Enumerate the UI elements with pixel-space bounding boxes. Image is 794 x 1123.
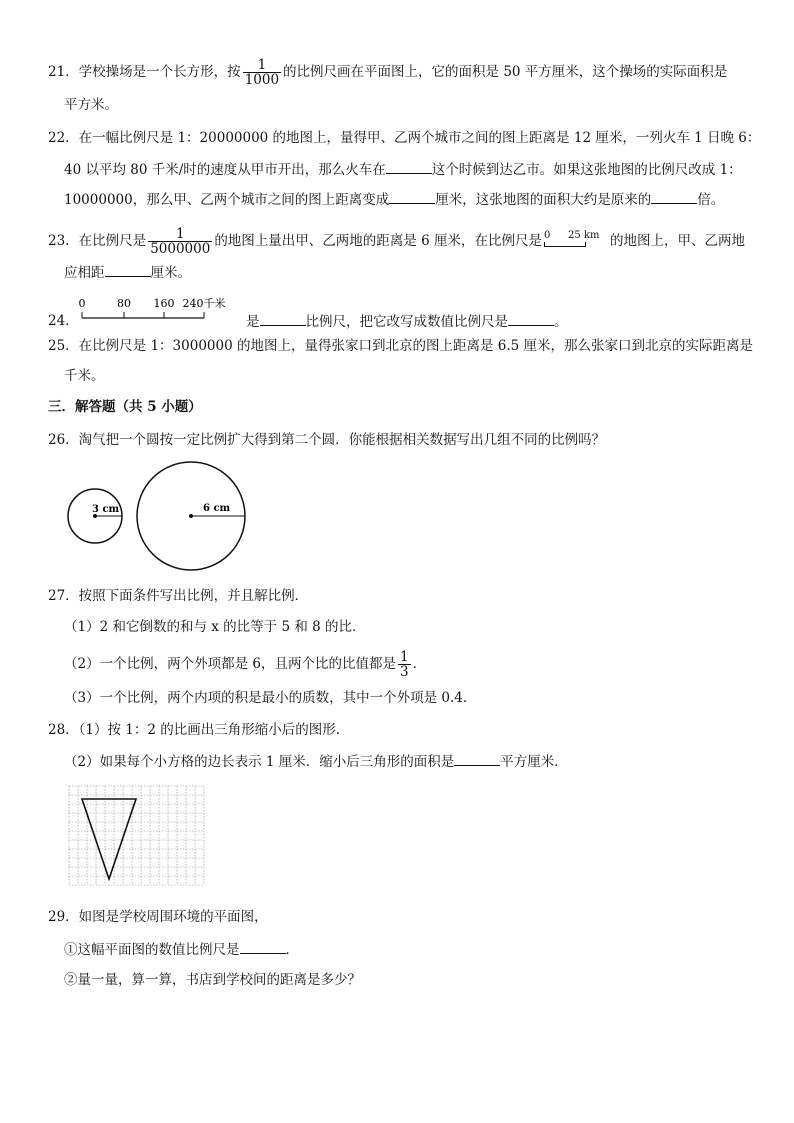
q23-scale-right: 25 km — [567, 229, 600, 241]
q24-blank-type[interactable] — [260, 311, 306, 326]
q25-line2: 千米。 — [64, 368, 105, 384]
q23-text-b: 厘米。 — [150, 265, 191, 281]
q24-tick-160: 160 — [153, 297, 175, 310]
q24-tick-0: 0 — [78, 297, 86, 310]
q23-blank[interactable] — [105, 262, 151, 277]
q23-text-pre: 23．在比例尺是 — [48, 233, 147, 249]
q21-frac-den: 1000 — [244, 72, 280, 88]
q29-part1-end: ． — [285, 942, 299, 958]
q23-scale-bar — [542, 229, 610, 252]
q23-scale-left: 0 — [543, 229, 551, 241]
q22-line2 — [64, 159, 742, 180]
q21-line1 — [48, 58, 727, 87]
q23-fraction — [148, 227, 212, 256]
q23-frac-den: 5000000 — [150, 241, 211, 257]
q24-tick-240: 240千米 — [182, 297, 226, 310]
q22-text-e: 倍。 — [697, 192, 725, 208]
q29-part2: ②量一量，算一算，书店到学校间的距离是多少？ — [64, 972, 361, 988]
q26-text: 26．淘气把一个圆按一定比例扩大得到第二个圆．你能根据相关数据写出几组不同的比例吗？ — [48, 432, 606, 448]
q28-grid-figure — [68, 785, 204, 891]
q27-text: 27．按照下面条件写出比例，并且解比例． — [48, 588, 309, 604]
q29-part1-text: ①这幅平面图的数值比例尺是 — [64, 942, 240, 958]
q24-tick-80: 80 — [117, 297, 131, 310]
q22-text-b: 这个时候到达乙市。如果这张地图的比例尺改成 1： — [431, 162, 742, 178]
q29-blank-scale[interactable] — [240, 939, 286, 954]
q23-line2 — [64, 262, 191, 283]
q21-text-post: 的比例尺画在平面图上，它的面积是 50 平方厘米，这个操场的实际面积是 — [283, 64, 728, 80]
q27-frac-den: 3 — [399, 664, 409, 680]
q22-text-a: 40 以平均 80 千米/时的速度从甲市开出，那么火车在 — [64, 162, 386, 178]
q24-scale-bar — [76, 296, 236, 326]
q23-text-post: 的地图上，甲、乙两地 — [609, 233, 745, 249]
q21-line2: 平方米。 — [64, 97, 118, 113]
q22-text-d: 厘米，这张地图的面积大约是原来的 — [435, 192, 652, 208]
q22-text-c: 10000000，那么甲、乙两个城市之间的图上距离变成 — [64, 192, 390, 208]
q29-text: 29．如图是学校周围环境的平面图， — [48, 909, 268, 925]
q28-part2 — [64, 751, 568, 772]
q27-part2-text: （2）一个比例，两个外项都是 6，且两个比的比值都是 — [64, 656, 396, 672]
q26-small-label: 3 cm — [92, 504, 120, 515]
q28-text: 28．（1）按 1：2 的比画出三角形缩小后的图形． — [48, 722, 350, 738]
q22-blank-distance[interactable] — [389, 189, 435, 204]
q21-number: 21． — [48, 64, 79, 80]
q21-fraction — [243, 58, 281, 87]
q28-part2-text: （2）如果每个小方格的边长表示 1 厘米．缩小后三角形的面积是 — [64, 754, 455, 770]
q28-grid-lines — [69, 786, 204, 885]
q27-part2 — [64, 650, 426, 679]
q22-blank-times[interactable] — [651, 189, 697, 204]
q22-line1: 22．在一幅比例尺是 1：20000000 的地图上，量得甲、乙两个城市之间的图上距离是 12 厘米，一列火车 1 日晚 6： — [48, 130, 761, 146]
q24-blank-ratio[interactable] — [508, 311, 554, 326]
q23-text-mid: 的地图上量出甲、乙两地的距离是 6 厘米，在比例尺是 — [214, 233, 542, 249]
q22-line3 — [64, 189, 724, 210]
q26-large-label: 6 cm — [203, 503, 231, 514]
q27-part3: （3）一个比例，两个内项的积是最小的质数，其中一个外项是 0.4． — [64, 690, 477, 706]
q23-line1 — [48, 227, 745, 256]
q23-scale-line — [544, 242, 586, 247]
q28-blank-area[interactable] — [454, 751, 500, 766]
q24-text — [246, 311, 568, 332]
q22-blank-time[interactable] — [386, 159, 432, 174]
q24-text-c: 。 — [554, 314, 568, 330]
q24-text-b: 比例尺，把它改写成数值比例尺是 — [305, 314, 508, 330]
q26-circles-figure — [60, 460, 260, 575]
q27-fraction — [398, 650, 411, 679]
q24-text-a: 是 — [246, 314, 260, 330]
q28-part2-end: 平方厘米． — [500, 754, 568, 770]
q21-text-pre: 学校操场是一个长方形，按 — [78, 64, 241, 80]
q24-number: 24． — [48, 313, 79, 329]
q27-part1: （1）2 和它倒数的和与 x 的比等于 5 和 8 的比． — [64, 619, 366, 635]
q27-frac-num: 1 — [399, 649, 409, 665]
section-3-heading: 三．解答题（共 5 小题） — [48, 399, 202, 415]
q23-frac-num: 1 — [148, 227, 212, 242]
q27-part2-end: ． — [412, 656, 427, 672]
q29-part1 — [64, 939, 299, 960]
q21-frac-num: 1 — [243, 58, 281, 73]
q23-text-a: 应相距 — [64, 265, 105, 281]
q25-line1: 25．在比例尺是 1：3000000 的地图上，量得张家口到北京的图上距离是 6.5 厘米，那么张家口到北京的实际距离是 — [48, 338, 754, 354]
